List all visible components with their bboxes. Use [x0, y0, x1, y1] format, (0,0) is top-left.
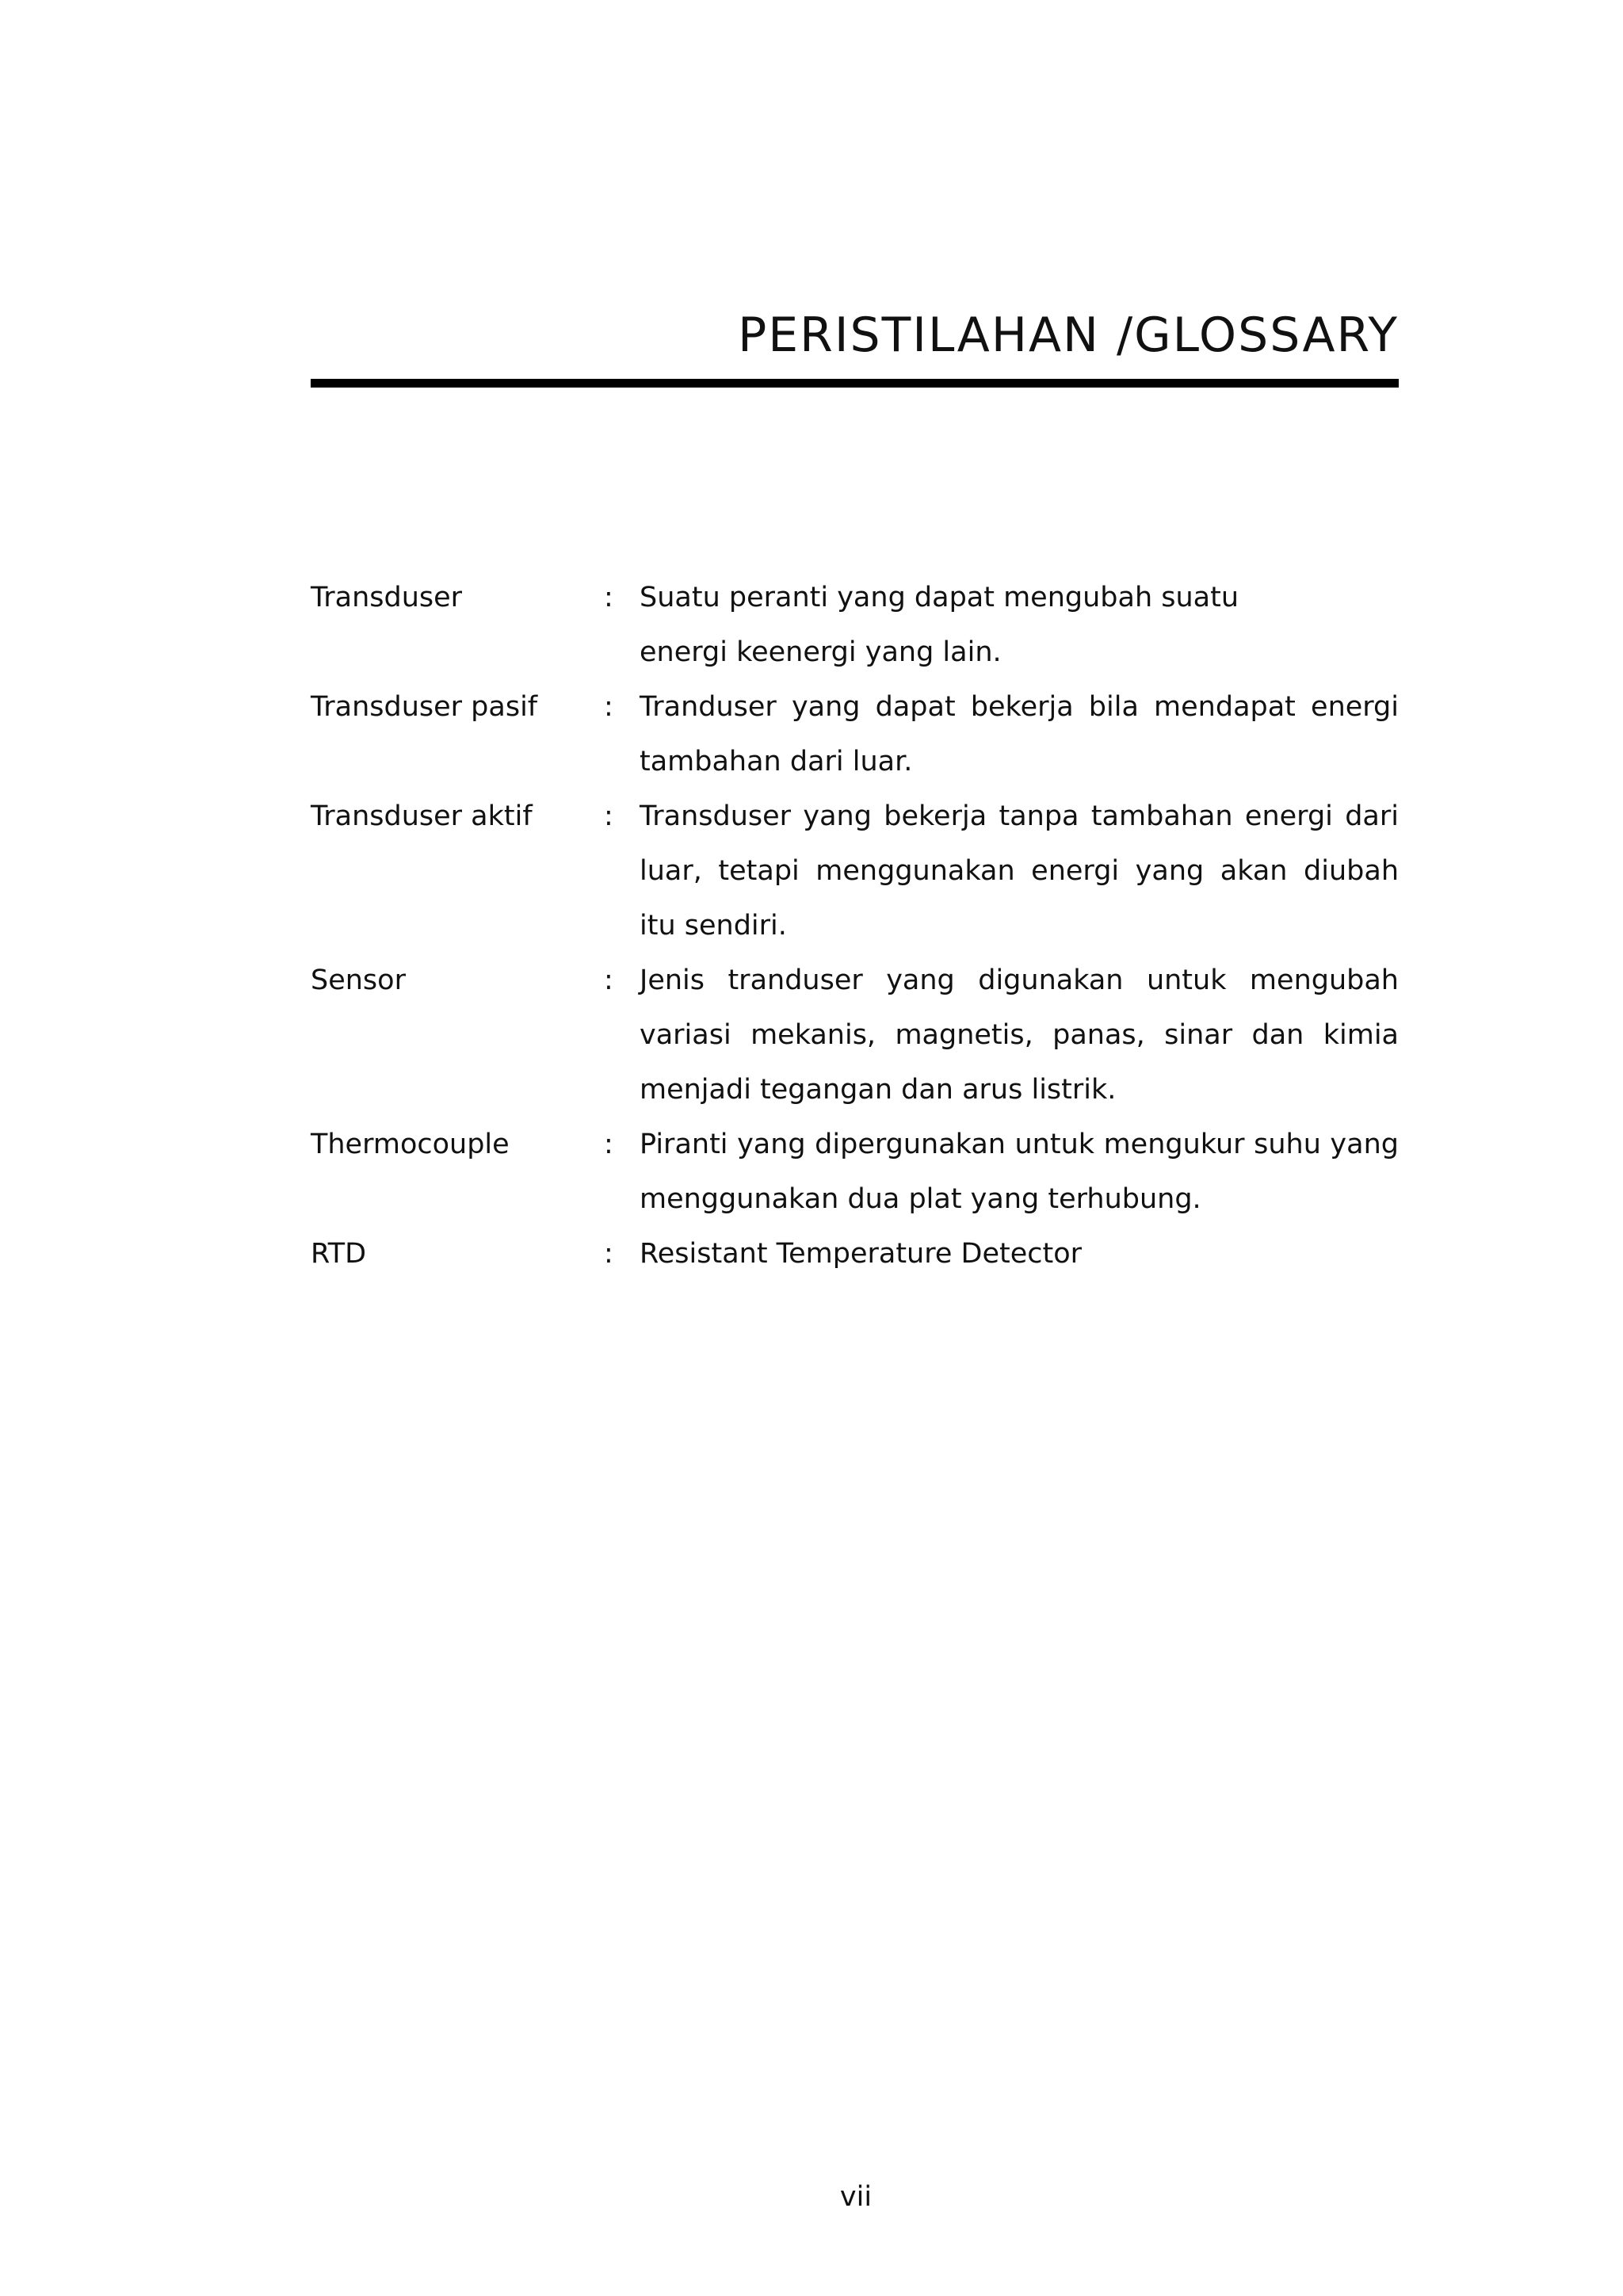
glossary-term: Thermocouple	[311, 1129, 510, 1160]
glossary-definition: Piranti yang dipergunakan untuk mengukur suhu yang menggunakan dua plat yang terhubung.	[640, 1129, 1399, 1215]
glossary-term: Sensor	[311, 965, 406, 996]
glossary-entry-transduser-aktif	[311, 789, 1399, 953]
page-title: PERISTILAHAN /GLOSSARY	[738, 308, 1399, 363]
glossary-entry-thermocouple	[311, 1117, 1399, 1227]
glossary-definition: Suatu peranti yang dapat mengubah suatu energi keenergi yang lain.	[640, 582, 1239, 668]
glossary-definition: Jenis tranduser yang digunakan untuk mengubah variasi mekanis, magnetis, panas, sinar dan kimia menjadi tegangan dan arus listrik.	[640, 965, 1399, 1106]
glossary-term: Transduser pasif	[311, 691, 538, 723]
term-separator: :	[604, 1129, 613, 1160]
glossary-entry-transduser-pasif	[311, 680, 1399, 789]
title-underline-rule	[311, 379, 1399, 388]
term-separator: :	[604, 582, 613, 613]
glossary-definition: Transduser yang bekerja tanpa tambahan energi dari luar, tetapi menggunakan energi yang akan diubah itu sendiri.	[640, 800, 1399, 942]
glossary-entry-transduser	[311, 571, 1399, 680]
glossary-term: Transduser aktif	[311, 800, 533, 832]
glossary-entry-rtd	[311, 1227, 1399, 1282]
glossary-definition: Resistant Temperature Detector	[640, 1238, 1083, 1270]
term-separator: :	[604, 691, 613, 723]
glossary-entry-sensor	[311, 953, 1399, 1117]
term-separator: :	[604, 965, 613, 996]
glossary-definition: Tranduser yang dapat bekerja bila mendapat energi tambahan dari luar.	[640, 691, 1399, 777]
glossary-term: RTD	[311, 1238, 367, 1270]
glossary-term: Transduser	[311, 582, 463, 613]
glossary-list	[311, 571, 1399, 1282]
term-separator: :	[604, 1238, 613, 1270]
page-number: vii	[839, 2181, 873, 2213]
term-separator: :	[604, 800, 613, 832]
